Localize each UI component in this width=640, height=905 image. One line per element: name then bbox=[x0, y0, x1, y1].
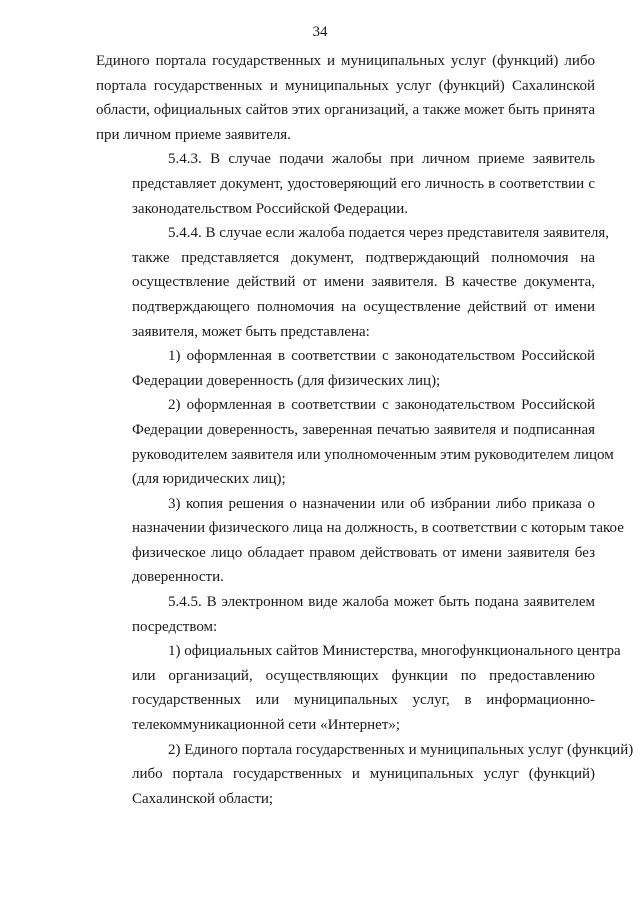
text-line: посредством: bbox=[132, 618, 218, 635]
text-line: или организаций, осуществляющих функции по предоставлению bbox=[132, 667, 595, 684]
text-line: 2) Единого портала государственных и муниципальных услуг (функций) bbox=[168, 741, 634, 758]
paragraph bbox=[96, 639, 621, 737]
text-line: Сахалинской области; bbox=[132, 790, 274, 807]
paragraph bbox=[96, 49, 595, 147]
text-line: государственных или муниципальных услуг, в информационно- bbox=[132, 692, 595, 709]
text-line: представляет документ, удостоверяющий его личность в соответствии с bbox=[132, 175, 595, 192]
paragraph bbox=[96, 492, 624, 590]
paragraph bbox=[96, 590, 595, 639]
text-line: 2) оформленная в соответствии с законодательством Российской bbox=[168, 397, 595, 414]
text-line: также представляется документ, подтверждающий полномочия на bbox=[132, 249, 595, 266]
text-line: при личном приеме заявителя. bbox=[96, 126, 291, 143]
paragraph bbox=[96, 344, 595, 393]
text-line: телекоммуникационной сети «Интернет»; bbox=[132, 717, 401, 734]
text-line: (для юридических лиц); bbox=[132, 471, 286, 488]
text-line: назначении физического лица на должность, в соответствии с которым такое bbox=[132, 520, 624, 537]
text-line: области, официальных сайтов этих организаций, а также может быть принята bbox=[96, 102, 595, 119]
text-line: руководителем заявителя или уполномоченным этим руководителем лицом bbox=[132, 446, 614, 463]
text-line: физическое лицо обладает правом действовать от имени заявителя без bbox=[132, 544, 595, 561]
text-line: 5.4.3. В случае подачи жалобы при личном приеме заявитель bbox=[168, 151, 595, 168]
paragraph bbox=[96, 221, 610, 344]
text-line: либо портала государственных и муниципальных услуг (функций) bbox=[132, 766, 595, 783]
text-line: 1) официальных сайтов Министерства, многофункционального центра bbox=[168, 643, 621, 660]
paragraph bbox=[96, 147, 595, 221]
paragraph bbox=[96, 393, 614, 491]
text-line: подтверждающего полномочия на осуществление действий от имени bbox=[132, 298, 595, 315]
paragraph bbox=[96, 738, 634, 812]
document-body bbox=[96, 49, 634, 811]
text-line: 5.4.4. В случае если жалоба подается через представителя заявителя, bbox=[168, 225, 610, 242]
text-line: Федерации доверенность (для физических лиц); bbox=[132, 372, 441, 389]
text-line: 5.4.5. В электронном виде жалоба может быть подана заявителем bbox=[168, 594, 595, 611]
text-line: доверенности. bbox=[132, 569, 224, 586]
text-line: 3) копия решения о назначении или об избрании либо приказа о bbox=[168, 495, 595, 512]
text-line: 1) оформленная в соответствии с законодательством Российской bbox=[168, 348, 595, 365]
page-number: 34 bbox=[312, 24, 328, 40]
text-line: законодательством Российской Федерации. bbox=[132, 200, 409, 217]
text-line: Федерации доверенность, заверенная печатью заявителя и подписанная bbox=[132, 421, 595, 438]
text-line: Единого портала государственных и муниципальных услуг (функций) либо bbox=[96, 53, 595, 69]
text-line: осуществление действий от имени заявителя. В качестве документа, bbox=[132, 274, 595, 291]
text-line: заявителя, может быть представлена: bbox=[132, 323, 370, 340]
text-line: портала государственных и муниципальных услуг (функций) Сахалинской bbox=[96, 77, 595, 94]
